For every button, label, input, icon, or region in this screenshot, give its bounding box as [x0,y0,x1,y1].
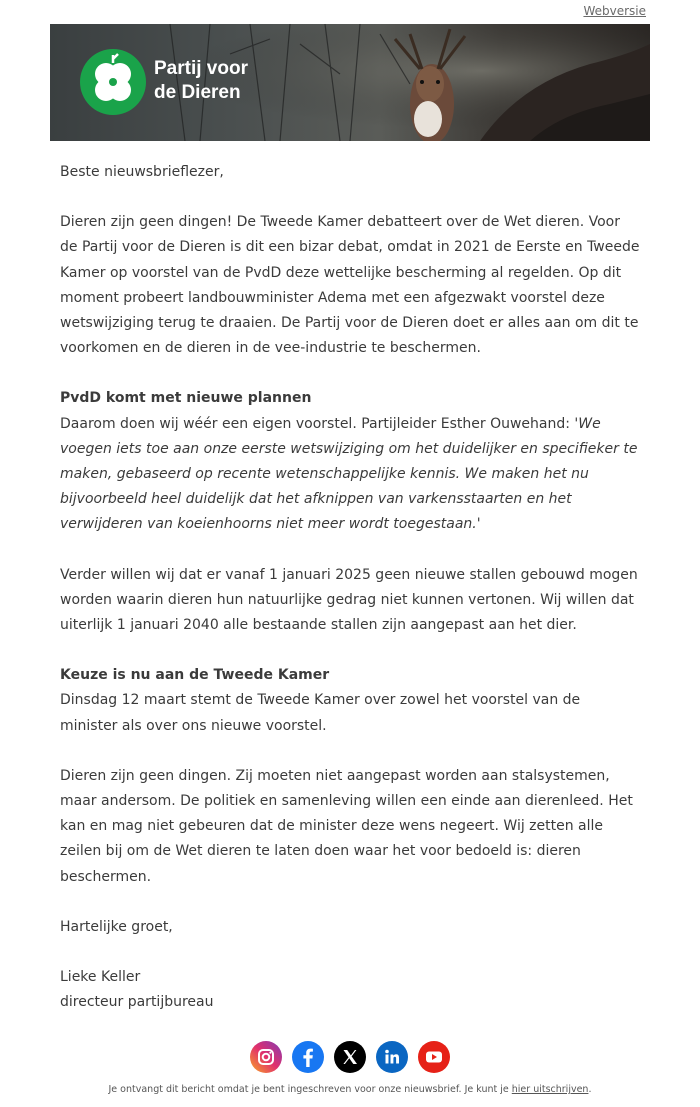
paragraph-vote: Dinsdag 12 maart stemt de Tweede Kamer over zowel het voorstel van de minister als over ons nieuwe voorstel. [60,692,581,734]
greeting: Beste nieuwsbrieflezer, [60,164,224,180]
footer [0,1084,700,1095]
newsletter-body [60,160,640,1015]
social-links [0,1041,700,1073]
footer-end: . [588,1084,592,1095]
facebook-icon[interactable] [292,1041,324,1073]
quote-intro: Daarom doen wij wéér een eigen voorstel. Partijleider Esther Ouwehand: [60,415,575,432]
paragraph-stallen: Verder willen wij dat er vanaf 1 januari 2025 geen nieuwe stallen gebouwd mogen worden waarin dieren hun natuurlijke gedrag niet kunnen vertonen. Wij willen dat uiterlijk 1 januari 2040 alle bestaande stallen zijn aangepast aan het dier. [60,566,638,634]
logo-line-2: de Dieren [154,82,241,103]
logo-icon [80,49,146,115]
section-heading-1: PvdD komt met nieuwe plannen [60,390,312,407]
x-icon[interactable] [334,1041,366,1073]
instagram-icon[interactable] [250,1041,282,1073]
header-banner [50,24,650,141]
youtube-icon[interactable] [418,1041,450,1073]
signature-name: Lieke Keller [60,969,141,986]
intro-paragraph: Dieren zijn geen dingen! De Tweede Kamer debatteert over de Wet dieren. Voor de Partij voor de Dieren is dit een bizar debat, omdat in 2021 de Eerste en Tweede Kamer op voorstel van de PvdD deze wettelijke bescherming al regelden. Op dit moment probeert landbouwminister Adema met een afgezwakt voorstel deze wetswijziging terug te draaien. De Partij voor de Dieren doet er alles aan om dit te voorkomen en de dieren in de vee-industrie te beschermen. [60,214,640,357]
quote-paragraph [60,412,640,538]
footer-text: Je ontvangt dit bericht omdat je bent ingeschreven voor onze nieuwsbrief. Je kunt je [108,1084,512,1095]
linkedin-icon[interactable] [376,1041,408,1073]
paragraph-closing-argument: Dieren zijn geen dingen. Zij moeten niet aangepast worden aan stalsystemen, maar andersom. De politiek en samenleving willen een einde aan dierenleed. Het kan en mag niet gebeuren dat de minister deze wens negeert. Wij zetten alle zeilen bij om de Wet dieren te laten doen waar het voor bedoeld is: dieren beschermen. [60,767,633,885]
logo-wordmark [154,57,248,105]
closing-greeting: Hartelijke groet, [60,918,173,935]
signature-title: directeur partijbureau [60,994,214,1011]
section-heading-2: Keuze is nu aan de Tweede Kamer [60,667,330,684]
logo-line-1: Partij voor [154,58,248,79]
webversie-link[interactable]: Webversie [583,4,646,18]
quote-text: 'We voegen iets toe aan onze eerste wetswijziging om het duidelijker en specifieker te maken, gebaseerd op recente wetenschappelijke kennis. We maken het nu bijvoorbeeld heel duidelijk dat het afknippen van varkensstaarten en het verwijderen van koeienhoorns niet meer wordt toegestaan.' [60,415,638,533]
unsubscribe-link[interactable]: hier uitschrijven [511,1084,589,1095]
